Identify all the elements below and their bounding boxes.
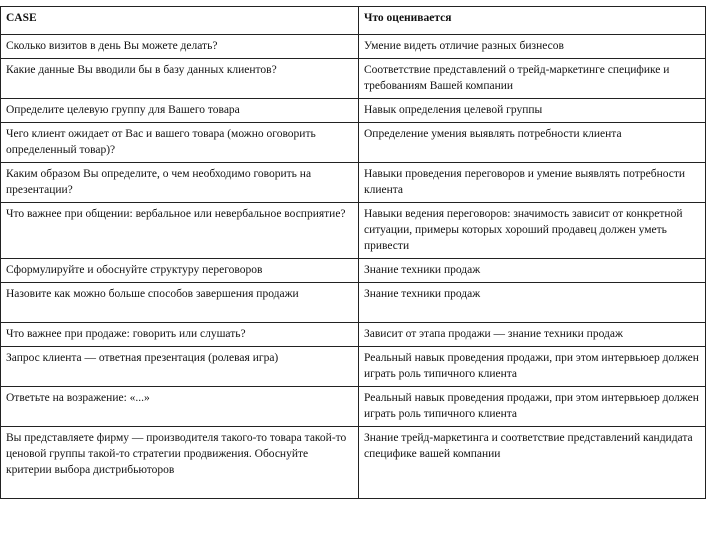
header-case: CASE xyxy=(1,7,359,35)
case-cell: Сформулируйте и обоснуйте структуру переговоров xyxy=(1,259,359,283)
case-cell: Определите целевую группу для Вашего товара xyxy=(1,99,359,123)
table-row xyxy=(1,163,706,203)
table-row xyxy=(1,323,706,347)
table-row xyxy=(1,123,706,163)
evaluated-cell: Реальный навык проведения продажи, при этом интервьюер должен играть роль типичного клиента xyxy=(359,387,706,427)
evaluated-cell: Навыки ведения переговоров: значимость зависит от конкретной ситуации, примеры которых хороший продавец должен уметь привести xyxy=(359,203,706,259)
table-row xyxy=(1,259,706,283)
table-row xyxy=(1,283,706,323)
evaluated-cell: Умение видеть отличие разных бизнесов xyxy=(359,35,706,59)
case-cell: Чего клиент ожидает от Вас и вашего товара (можно оговорить определенный товар)? xyxy=(1,123,359,163)
evaluated-cell: Знание техники продаж xyxy=(359,259,706,283)
evaluated-cell: Соответствие представлений о трейд-маркетинге специфике и требованиям Вашей компании xyxy=(359,59,706,99)
case-cell: Ответьте на возражение: «...» xyxy=(1,387,359,427)
table-header-row xyxy=(1,7,706,35)
table-row xyxy=(1,387,706,427)
evaluated-cell: Знание трейд-маркетинга и соответствие представлений кандидата специфике вашей компании xyxy=(359,427,706,499)
table-row xyxy=(1,35,706,59)
evaluated-cell: Определение умения выявлять потребности клиента xyxy=(359,123,706,163)
evaluated-cell: Зависит от этапа продажи — знание техники продаж xyxy=(359,323,706,347)
evaluated-cell: Реальный навык проведения продажи, при этом интервьюер должен играть роль типичного клиента xyxy=(359,347,706,387)
case-cell: Запрос клиента — ответная презентация (ролевая игра) xyxy=(1,347,359,387)
evaluated-cell: Знание техники продаж xyxy=(359,283,706,323)
table-row xyxy=(1,59,706,99)
table-row xyxy=(1,347,706,387)
header-evaluated: Что оценивается xyxy=(359,7,706,35)
case-cell: Что важнее при общении: вербальное или невербальное восприятие? xyxy=(1,203,359,259)
case-cell: Какие данные Вы вводили бы в базу данных клиентов? xyxy=(1,59,359,99)
table-row xyxy=(1,99,706,123)
table-row xyxy=(1,203,706,259)
case-cell: Вы представляете фирму — производителя такого-то товара такой-то ценовой группы такой-то стратегии продвижения. Обоснуйте критерии выбора дистрибьюторов xyxy=(1,427,359,499)
case-evaluation-table xyxy=(0,6,706,499)
case-cell: Что важнее при продаже: говорить или слушать? xyxy=(1,323,359,347)
table-row xyxy=(1,427,706,499)
evaluated-cell: Навык определения целевой группы xyxy=(359,99,706,123)
evaluated-cell: Навыки проведения переговоров и умение выявлять потребности клиента xyxy=(359,163,706,203)
case-cell: Сколько визитов в день Вы можете делать? xyxy=(1,35,359,59)
case-cell: Назовите как можно больше способов завершения продажи xyxy=(1,283,359,323)
case-cell: Каким образом Вы определите, о чем необходимо говорить на презентации? xyxy=(1,163,359,203)
